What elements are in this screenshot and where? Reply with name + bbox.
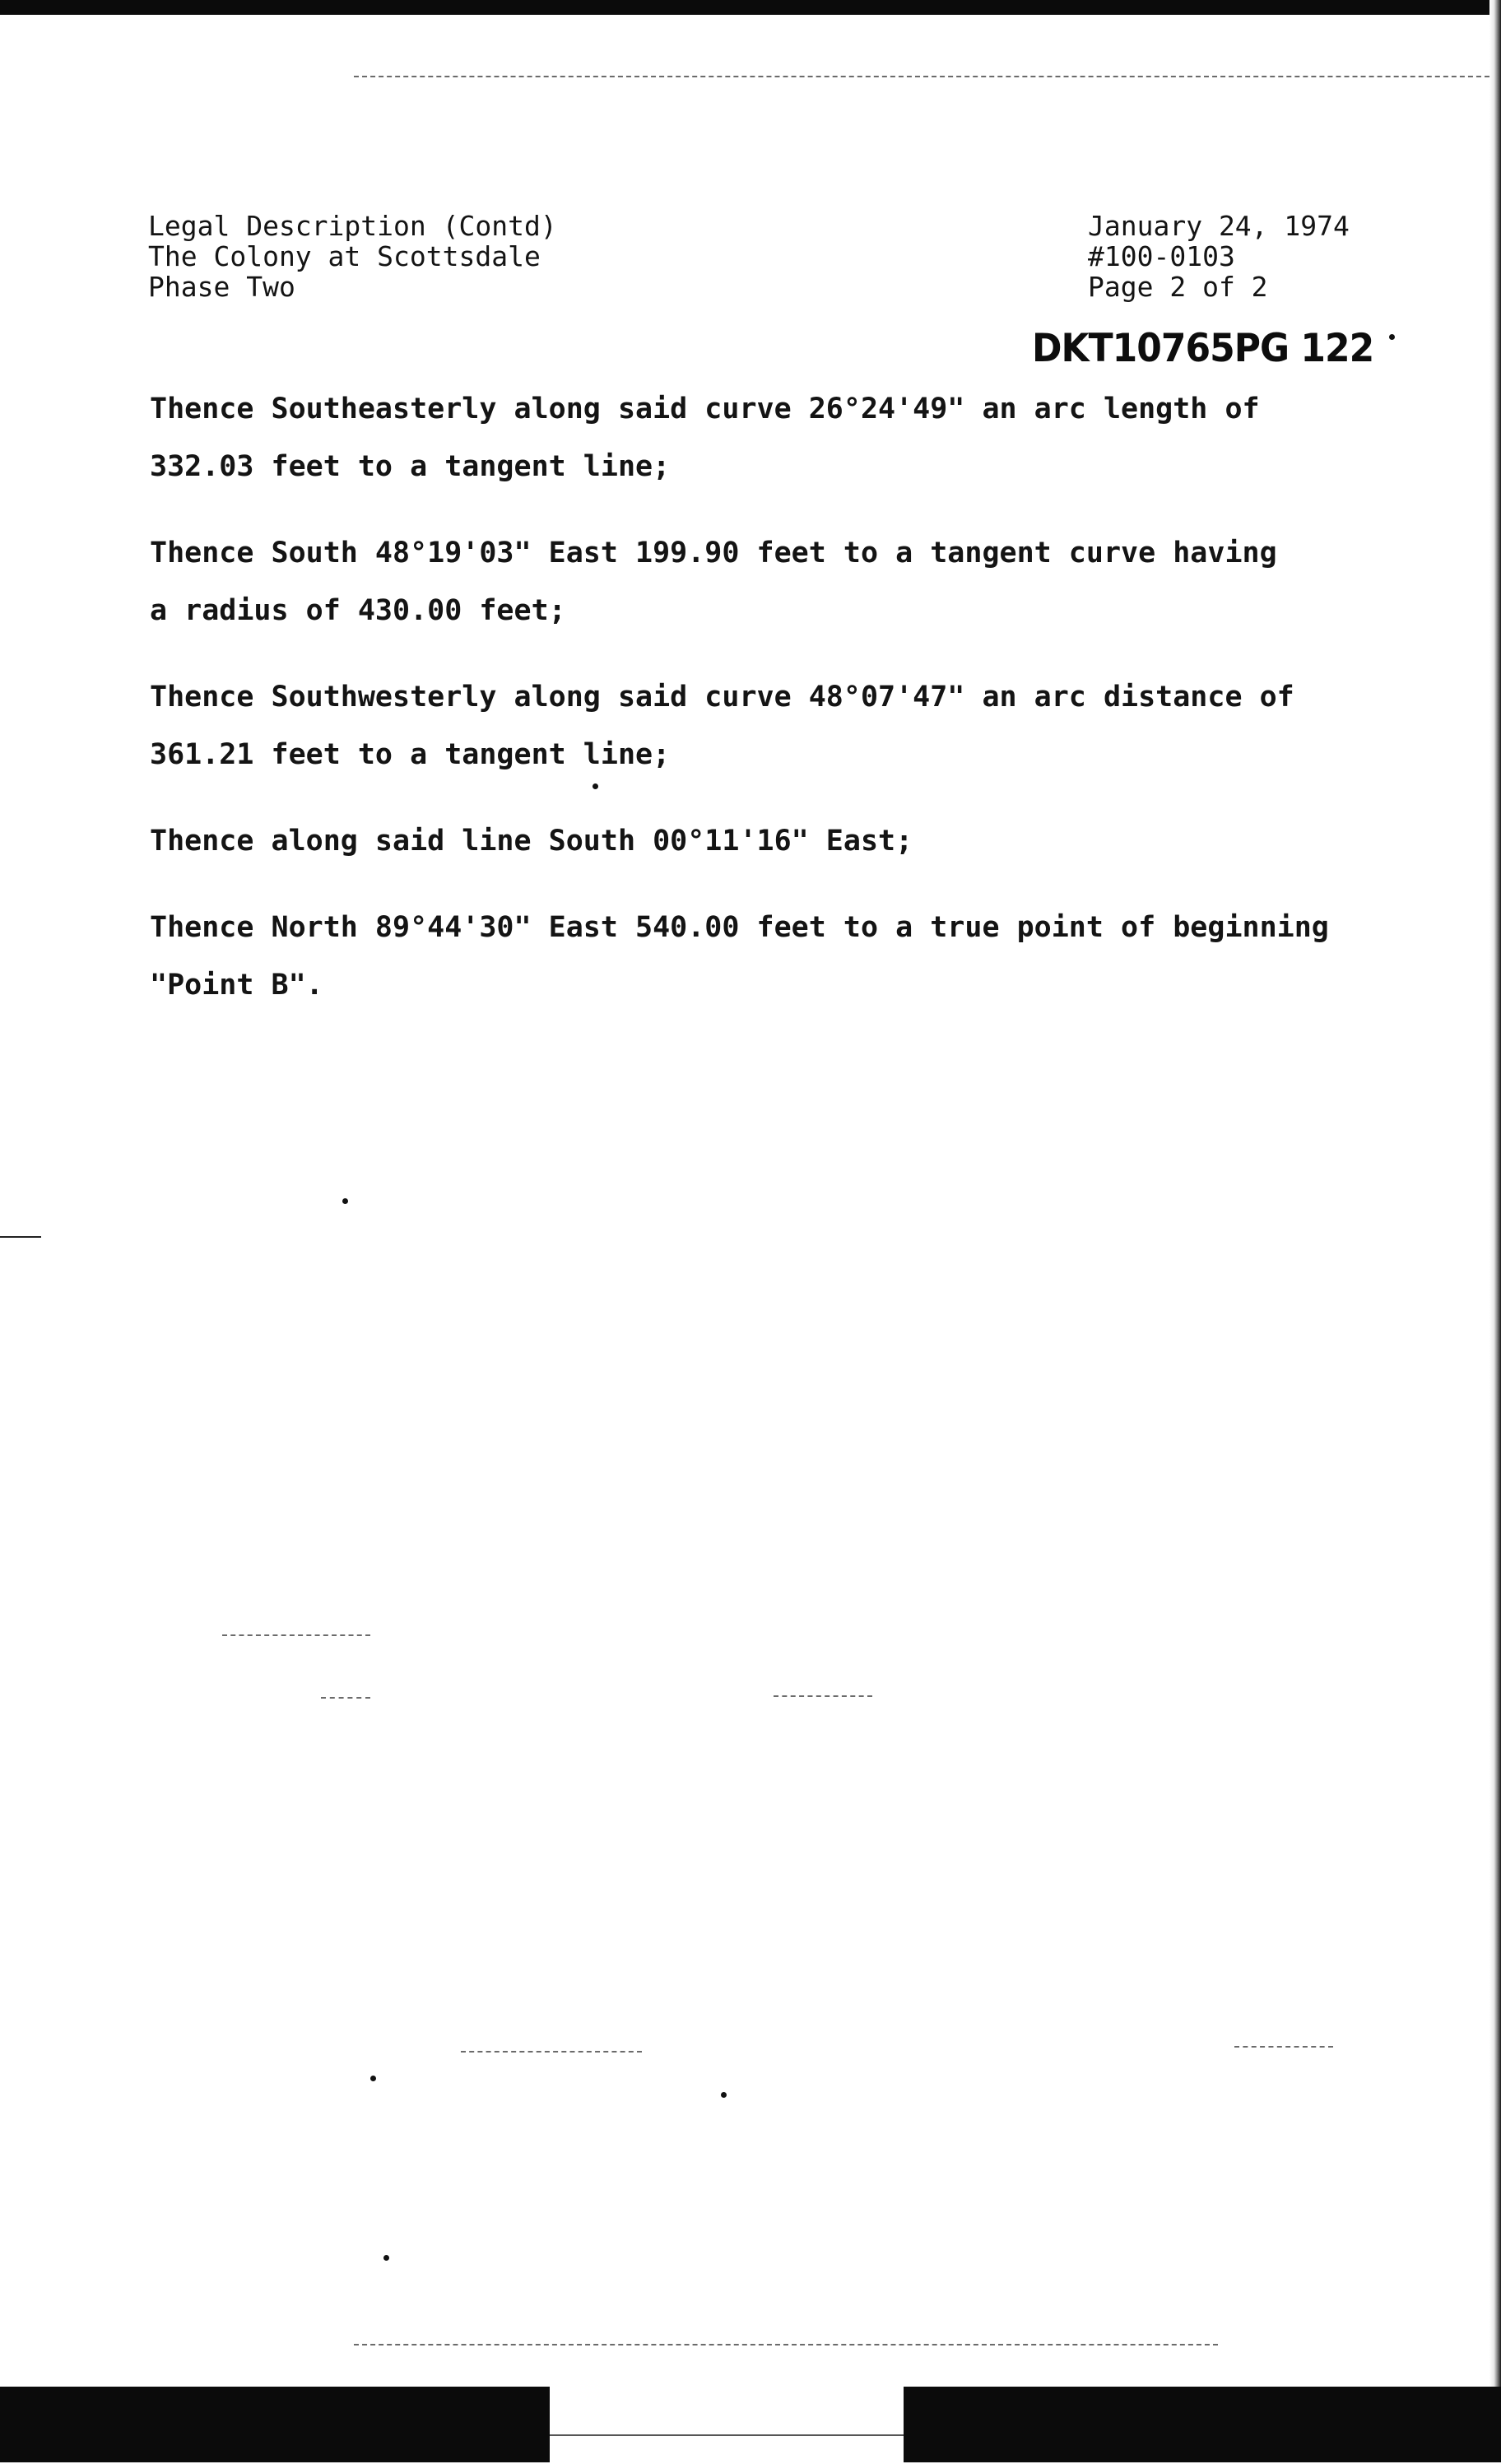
scan-noise bbox=[461, 2051, 642, 2053]
document-header-left bbox=[148, 211, 557, 302]
header-date: January 24, 1974 bbox=[1088, 210, 1350, 242]
legal-description-body bbox=[150, 380, 1401, 1043]
header-reference: #100-0103 bbox=[1088, 240, 1235, 272]
scan-edge-bottom-right bbox=[904, 2387, 1501, 2462]
header-project: The Colony at Scottsdale bbox=[148, 240, 541, 272]
scan-noise bbox=[321, 1697, 370, 1699]
scan-mark bbox=[0, 1236, 41, 1238]
scan-noise bbox=[1234, 2046, 1333, 2048]
paragraph-line: Thence North 89°44'30" East 540.00 feet to a true point of beginning bbox=[150, 911, 1329, 944]
paragraph-line: a radius of 430.00 feet; bbox=[150, 594, 566, 627]
scan-speck bbox=[383, 2255, 389, 2261]
paragraph-line: "Point B". bbox=[150, 969, 323, 1002]
paragraph bbox=[150, 380, 1401, 495]
document-header-right bbox=[1088, 211, 1350, 302]
paragraph-line: Thence South 48°19'03" East 199.90 feet to a tangent curve having bbox=[150, 537, 1277, 570]
scan-edge-bottom-left bbox=[0, 2387, 550, 2462]
header-phase: Phase Two bbox=[148, 271, 295, 303]
scan-speck bbox=[721, 2092, 727, 2098]
paragraph bbox=[150, 899, 1401, 1014]
scan-edge-right bbox=[1489, 0, 1501, 2462]
header-title: Legal Description (Contd) bbox=[148, 210, 557, 242]
paragraph-line: Thence Southeasterly along said curve 26°24'49" an arc length of bbox=[150, 393, 1260, 425]
paragraph-line: 361.21 feet to a tangent line; bbox=[150, 738, 671, 771]
paragraph bbox=[150, 524, 1401, 639]
paragraph-line: Thence Southwesterly along said curve 48°07'47" an arc distance of bbox=[150, 681, 1294, 714]
scan-speck bbox=[342, 1198, 348, 1204]
scan-noise bbox=[222, 1634, 370, 1636]
paragraph-line: 332.03 feet to a tangent line; bbox=[150, 450, 671, 483]
header-page-number: Page 2 of 2 bbox=[1088, 271, 1268, 303]
paragraph bbox=[150, 812, 1401, 870]
scan-edge-top bbox=[0, 0, 1501, 15]
scan-speck bbox=[1389, 334, 1395, 340]
scan-noise bbox=[774, 1695, 872, 1697]
scan-edge-bottom-tab bbox=[550, 2434, 904, 2464]
paragraph bbox=[150, 668, 1401, 783]
paragraph-line: Thence along said line South 00°11'16" East; bbox=[150, 825, 913, 858]
scan-noise bbox=[354, 76, 1489, 77]
scan-noise bbox=[354, 2344, 1218, 2345]
scan-speck bbox=[370, 2076, 376, 2081]
docket-stamp: DKT10765PG 122 bbox=[1032, 325, 1374, 372]
